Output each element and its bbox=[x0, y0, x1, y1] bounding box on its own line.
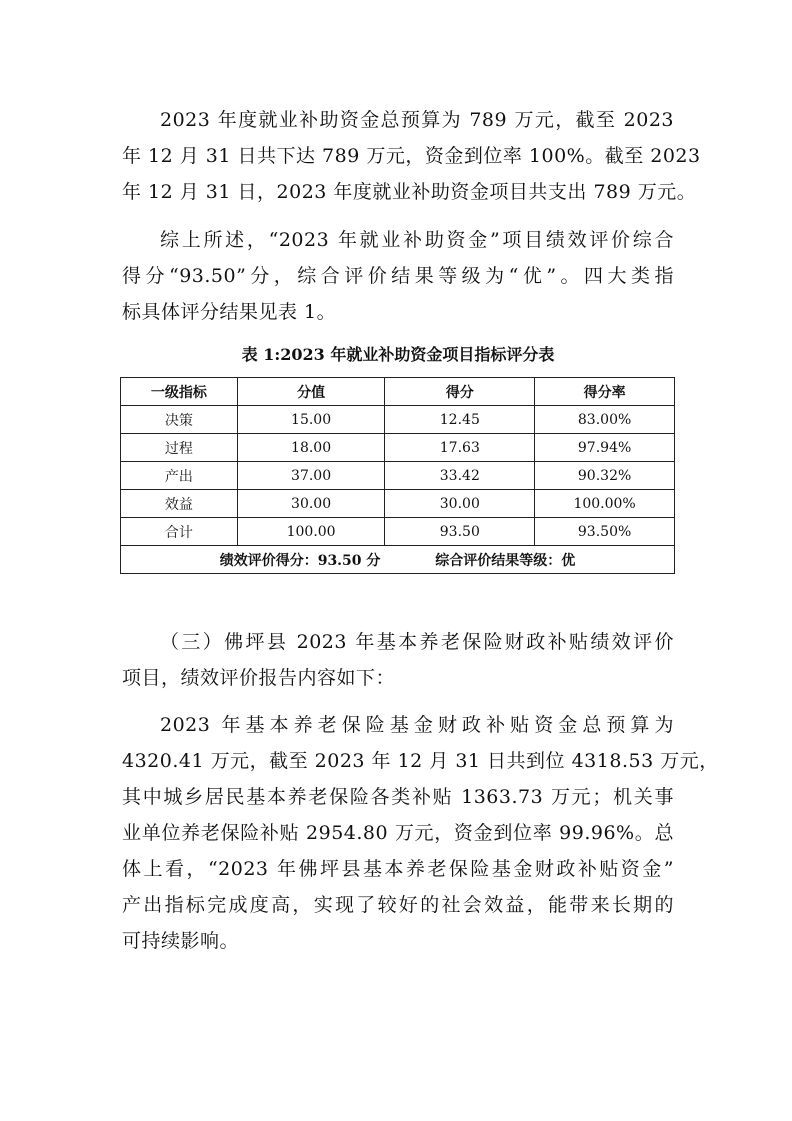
text-line: 2023 年度就业补助资金总预算为 789 万元，截至 2023 bbox=[160, 109, 674, 131]
table-cell: 93.50% bbox=[535, 518, 675, 546]
table-cell: 33.42 bbox=[385, 462, 535, 490]
table-cell: 100.00 bbox=[237, 518, 385, 546]
text-line: （三）佛坪县 2023 年基本养老保险财政补贴绩效评价 bbox=[160, 631, 674, 653]
table-caption: 表 1:2023 年就业补助资金项目指标评分表 bbox=[241, 345, 555, 364]
text-line: 体上看，“2023 年佛坪县基本养老保险基金财政补贴资金” bbox=[122, 858, 674, 880]
table-cell: 83.00% bbox=[535, 406, 675, 434]
paragraph-conclusion bbox=[122, 222, 674, 330]
table-summary-row bbox=[121, 546, 675, 574]
table-cell: 30.00 bbox=[237, 490, 385, 518]
summary-grade: 综合评价结果等级：优 bbox=[435, 552, 576, 569]
text-line: 项目，绩效评价报告内容如下： bbox=[122, 667, 396, 689]
summary-cell bbox=[121, 546, 675, 574]
table-cell: 90.32% bbox=[535, 462, 675, 490]
text-line: 标具体评分结果见表 1。 bbox=[122, 301, 337, 323]
table-cell: 12.45 bbox=[385, 406, 535, 434]
table-row bbox=[121, 406, 675, 434]
score-table bbox=[120, 377, 675, 574]
table-cell: 决策 bbox=[121, 406, 238, 434]
table-cell: 合计 bbox=[121, 518, 238, 546]
header-score: 得分 bbox=[385, 378, 535, 406]
header-score-rate: 得分率 bbox=[535, 378, 675, 406]
paragraph-pension-summary bbox=[122, 707, 719, 959]
text-line: 可持续影响。 bbox=[122, 930, 240, 952]
table-cell: 产出 bbox=[121, 462, 238, 490]
table-cell: 37.00 bbox=[237, 462, 385, 490]
table-cell: 18.00 bbox=[237, 434, 385, 462]
table-cell: 97.94% bbox=[535, 434, 675, 462]
table-cell: 效益 bbox=[121, 490, 238, 518]
table-cell: 30.00 bbox=[385, 490, 535, 518]
table-row bbox=[121, 434, 675, 462]
table-header-row bbox=[121, 378, 675, 406]
table-cell: 100.00% bbox=[535, 490, 675, 518]
text-line: 其中城乡居民基本养老保险各类补贴 1363.73 万元；机关事 bbox=[122, 786, 674, 808]
text-line: 年 12 月 31 日共下达 789 万元，资金到位率 100%。截至 2023 bbox=[122, 145, 701, 167]
text-line: 年 12 月 31 日，2023 年度就业补助资金项目共支出 789 万元。 bbox=[122, 181, 697, 203]
header-indicator: 一级指标 bbox=[121, 378, 238, 406]
paragraph-funding-summary bbox=[122, 102, 701, 210]
summary-score: 绩效评价得分：93.50 分 bbox=[219, 552, 381, 569]
text-line: 产出指标完成度高，实现了较好的社会效益，能带来长期的 bbox=[122, 894, 674, 916]
table-cell: 过程 bbox=[121, 434, 238, 462]
table-row bbox=[121, 462, 675, 490]
header-max-score: 分值 bbox=[237, 378, 385, 406]
table-cell: 17.63 bbox=[385, 434, 535, 462]
text-line: 得分“93.50”分，综合评价结果等级为“优”。四大类指 bbox=[122, 265, 674, 287]
paragraph-section-heading bbox=[122, 624, 674, 696]
table-row bbox=[121, 518, 675, 546]
text-line: 4320.41 万元，截至 2023 年 12 月 31 日共到位 4318.53 万元， bbox=[122, 750, 719, 772]
table-row bbox=[121, 490, 675, 518]
text-line: 业单位养老保险补贴 2954.80 万元，资金到位率 99.96%。总 bbox=[122, 822, 674, 844]
text-line: 综上所述，“2023 年就业补助资金”项目绩效评价综合 bbox=[160, 229, 674, 251]
table-cell: 93.50 bbox=[385, 518, 535, 546]
text-line: 2023 年基本养老保险基金财政补贴资金总预算为 bbox=[160, 714, 674, 736]
table-cell: 15.00 bbox=[237, 406, 385, 434]
